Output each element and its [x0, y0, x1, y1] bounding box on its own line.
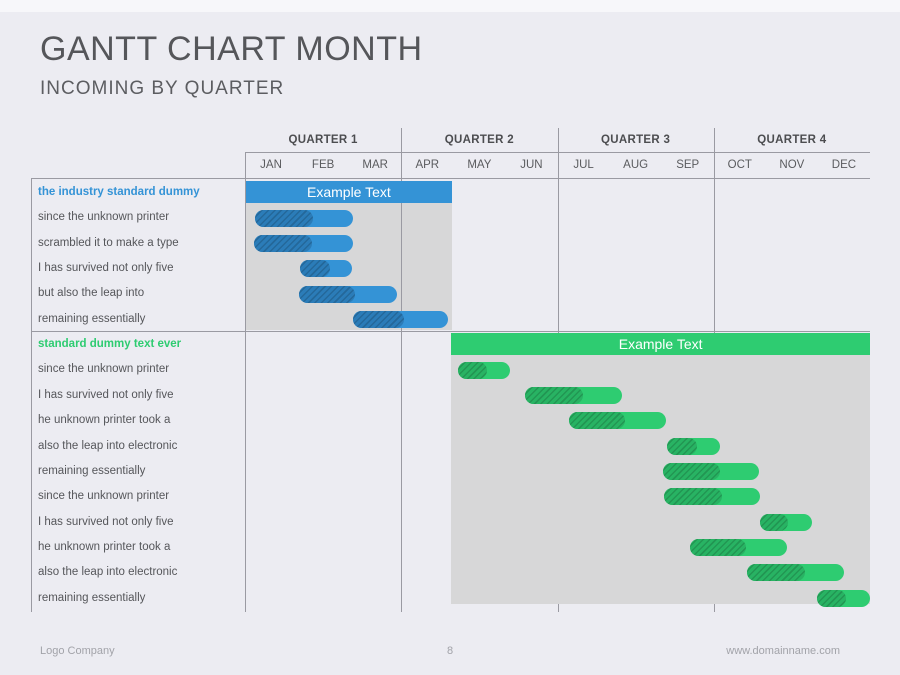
footer-logo: Logo Company [40, 645, 115, 657]
gantt-bar[interactable] [667, 438, 720, 455]
bar-progress [255, 210, 313, 227]
task-label: remaining essentially [38, 312, 146, 325]
gantt-bar[interactable] [569, 412, 666, 429]
quarter-label: QUARTER 2 [444, 134, 514, 146]
month-label: DEC [831, 159, 857, 171]
bar-progress [525, 387, 583, 404]
bar-progress [690, 539, 746, 556]
grid-line-v [245, 152, 246, 612]
group-header-bar[interactable]: Example Text [451, 333, 870, 355]
grid-line-v [31, 178, 32, 612]
gantt-bar[interactable] [299, 286, 397, 303]
month-label: AUG [623, 159, 649, 171]
quarter-label: QUARTER 3 [601, 134, 671, 146]
grid-line-h [31, 178, 870, 179]
page-subtitle: INCOMING BY QUARTER [40, 78, 285, 99]
bar-progress [569, 412, 625, 429]
task-group-title: standard dummy text ever [38, 338, 182, 351]
gantt-bar[interactable] [255, 210, 353, 227]
gantt-bar[interactable] [663, 463, 759, 480]
task-label: I has survived not only five [38, 388, 174, 401]
month-label: OCT [727, 159, 752, 171]
group-header-bar[interactable]: Example Text [246, 181, 452, 203]
footer [0, 645, 900, 665]
month-label: JUL [573, 159, 594, 171]
bar-progress [299, 286, 355, 303]
bar-progress [760, 514, 788, 531]
task-label: I has survived not only five [38, 262, 174, 275]
month-label: MAY [467, 159, 492, 171]
gantt-bar[interactable] [300, 260, 352, 277]
quarter-label: QUARTER 1 [288, 134, 358, 146]
gantt-bar[interactable] [760, 514, 812, 531]
bar-progress [458, 362, 487, 379]
gantt-bar[interactable] [747, 564, 844, 581]
task-label: also the leap into electronic [38, 566, 178, 579]
gantt-bar[interactable] [458, 362, 510, 379]
bar-progress [667, 438, 697, 455]
gantt-bar[interactable] [353, 311, 448, 328]
page-title: GANTT CHART MONTH [40, 30, 423, 68]
task-label: remaining essentially [38, 464, 146, 477]
gantt-bar[interactable] [254, 235, 353, 252]
bar-progress [664, 488, 722, 505]
bar-progress [817, 590, 846, 607]
task-label: he unknown printer took a [38, 540, 171, 553]
month-label: APR [415, 159, 440, 171]
month-label: FEB [311, 159, 335, 171]
task-label: since the unknown printer [38, 363, 170, 376]
task-label: also the leap into electronic [38, 439, 178, 452]
month-label: JUN [520, 159, 543, 171]
bar-progress [353, 311, 404, 328]
task-group-title: the industry standard dummy [38, 186, 200, 198]
task-label: since the unknown printer [38, 490, 170, 503]
task-label: scrambled it to make a type [38, 236, 179, 249]
quarter-label: QUARTER 4 [757, 134, 827, 146]
bar-progress [747, 564, 805, 581]
gantt-bar[interactable] [525, 387, 622, 404]
task-label: since the unknown printer [38, 211, 170, 224]
bar-progress [300, 260, 330, 277]
bar-progress [663, 463, 720, 480]
month-label: JAN [260, 159, 282, 171]
task-label: remaining essentially [38, 591, 146, 604]
month-label: NOV [779, 159, 805, 171]
month-label: MAR [362, 159, 388, 171]
gantt-bar[interactable] [817, 590, 870, 607]
gantt-bar[interactable] [690, 539, 787, 556]
task-label: he unknown printer took a [38, 414, 171, 427]
task-label: but also the leap into [38, 287, 145, 300]
footer-page-number: 8 [446, 645, 454, 657]
month-label: SEP [676, 159, 700, 171]
footer-domain: www.domainname.com [726, 645, 840, 657]
bar-progress [254, 235, 312, 252]
gantt-bar[interactable] [664, 488, 760, 505]
task-label: I has survived not only five [38, 515, 174, 528]
